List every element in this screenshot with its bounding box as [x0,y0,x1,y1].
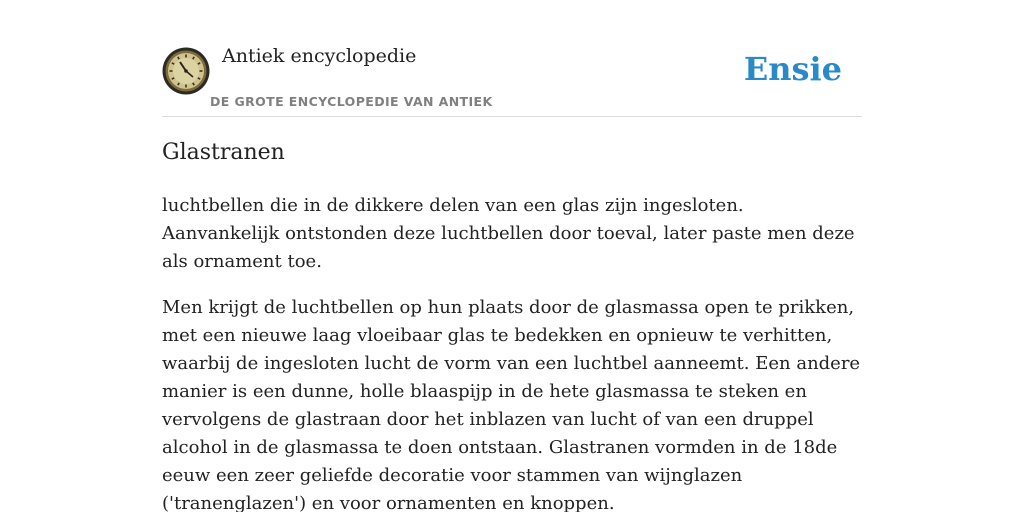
article-paragraph: Men krijgt de luchtbellen op hun plaats door de glasmassa open te prikken, met een nieuwe laag vloeibaar glas te bedekken en opnieuw te verhitten, waarbij de ingesloten lucht de vorm van een luchtbel aanneemt. Een andere manier is een dunne, holle blaaspijp in de hete glasmassa te steken en vervolgens de glastraan door het inblazen van lucht of van een druppel alcohol in de glasmassa te doen ontstaan. Glastranen vormden in de 18de eeuw een zeer geliefde decoratie voor stammen van wijnglazen ('tranenglazen') en voor ornamenten en knoppen. [162,297,861,512]
site-header [162,0,862,117]
brand-logo[interactable]: Ensie [743,50,842,88]
site-tagline: DE GROTE ENCYCLOPEDIE VAN ANTIEK [210,94,493,109]
article-body [162,192,862,512]
site-name[interactable]: Antiek encyclopedie [222,45,417,67]
article-paragraph: luchtbellen die in de dikkere delen van een glas zijn ingesloten. Aanvankelijk ontstonden deze luchtbellen door toeval, later paste men deze als ornament toe. [162,195,855,272]
antique-clock-icon[interactable] [162,47,210,95]
article-title: Glastranen [162,140,285,165]
